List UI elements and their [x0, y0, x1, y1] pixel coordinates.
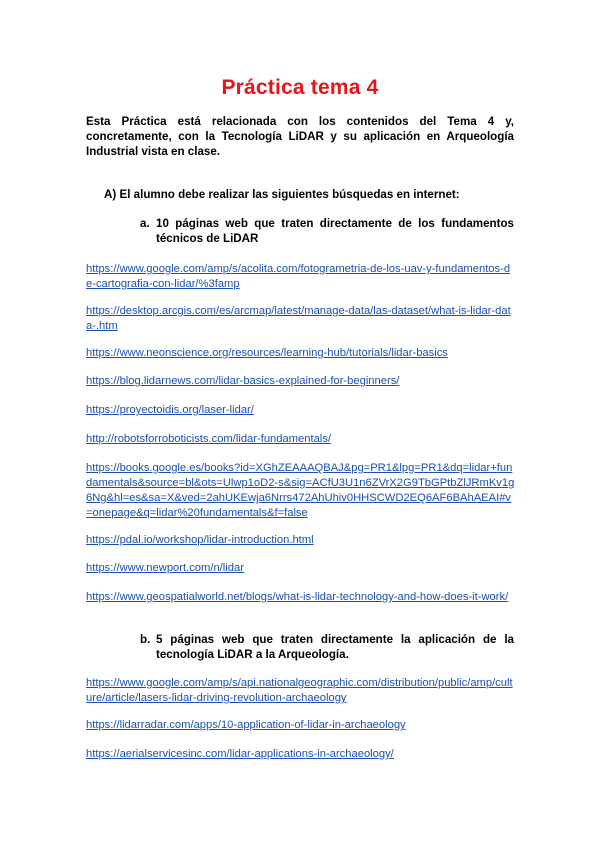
link-a-1[interactable]: https://www.google.com/amp/s/acolita.com/fotogrametria-de-los-uav-y-fundamentos-de-cartografia-con-lidar/%3famp — [86, 263, 511, 290]
link-a-8[interactable]: https://pdal.io/workshop/lidar-introduction.html — [86, 534, 314, 546]
subsection-b-label: b. — [140, 633, 151, 646]
page-title: Práctica tema 4 — [221, 76, 379, 99]
link-a-6[interactable]: http://robotsforroboticists.com/lidar-fundamentals/ — [86, 433, 331, 445]
subsection-b-heading — [140, 632, 514, 662]
link-a-2[interactable]: https://desktop.arcgis.com/es/arcmap/latest/manage-data/las-dataset/what-is-lidar-data-.htm — [86, 305, 511, 332]
section-a-text: El alumno debe realizar las siguientes búsquedas en internet: — [119, 188, 460, 201]
link-b-1[interactable]: https://www.google.com/amp/s/api.nationalgeographic.com/distribution/public/amp/culture/article/lasers-lidar-driving-revolution-archaeology — [86, 677, 513, 704]
link-a-3[interactable]: https://www.neonscience.org/resources/learning-hub/tutorials/lidar-basics — [86, 347, 448, 359]
link-a-4[interactable]: https://blog.lidarnews.com/lidar-basics-explained-for-beginners/ — [86, 375, 400, 387]
link-b-2[interactable]: https://lidarradar.com/apps/10-application-of-lidar-in-archaeology — [86, 719, 406, 731]
link-b-3[interactable]: https://aerialservicesinc.com/lidar-applications-in-archaeology/ — [86, 748, 394, 760]
subsection-b-text: 5 páginas web que traten directamente la aplicación de la tecnología LiDAR a la Arqueología. — [156, 633, 514, 661]
link-a-9[interactable]: https://www.newport.com/n/lidar — [86, 562, 244, 574]
intro-paragraph: Esta Práctica está relacionada con los contenidos del Tema 4 y, concretamente, con la Tecnología LiDAR y su aplicación en Arqueología Industrial vista en clase. — [86, 115, 514, 158]
link-a-7[interactable]: https://books.google.es/books?id=XGhZEAAAQBAJ&pg=PR1&lpg=PR1&dq=lidar+fundamentals&source=bl&ots=Ulwp1oD2-s&sig=ACfU3U1n6ZVrX2G9TbGPtbZlJRmKv1g6Ng&hl=es&sa=X&ved=2ahUKEwja6Nrrs472AhUhiv0HHSCWD2EQ6AF6BAhAEAI#v=onepage&q=lidar%20fundamentals&f=false — [86, 462, 515, 519]
link-a-10[interactable]: https://www.geospatialworld.net/blogs/what-is-lidar-technology-and-how-does-it-work/ — [86, 591, 509, 603]
subsection-a-label: a. — [140, 217, 150, 230]
subsection-a-heading — [140, 216, 514, 246]
section-a-label: A) — [104, 188, 117, 201]
link-a-5[interactable]: https://proyectoidis.org/laser-lidar/ — [86, 404, 254, 416]
subsection-a-text: 10 páginas web que traten directamente de los fundamentos técnicos de LiDAR — [156, 217, 514, 245]
section-a-heading — [104, 188, 460, 201]
